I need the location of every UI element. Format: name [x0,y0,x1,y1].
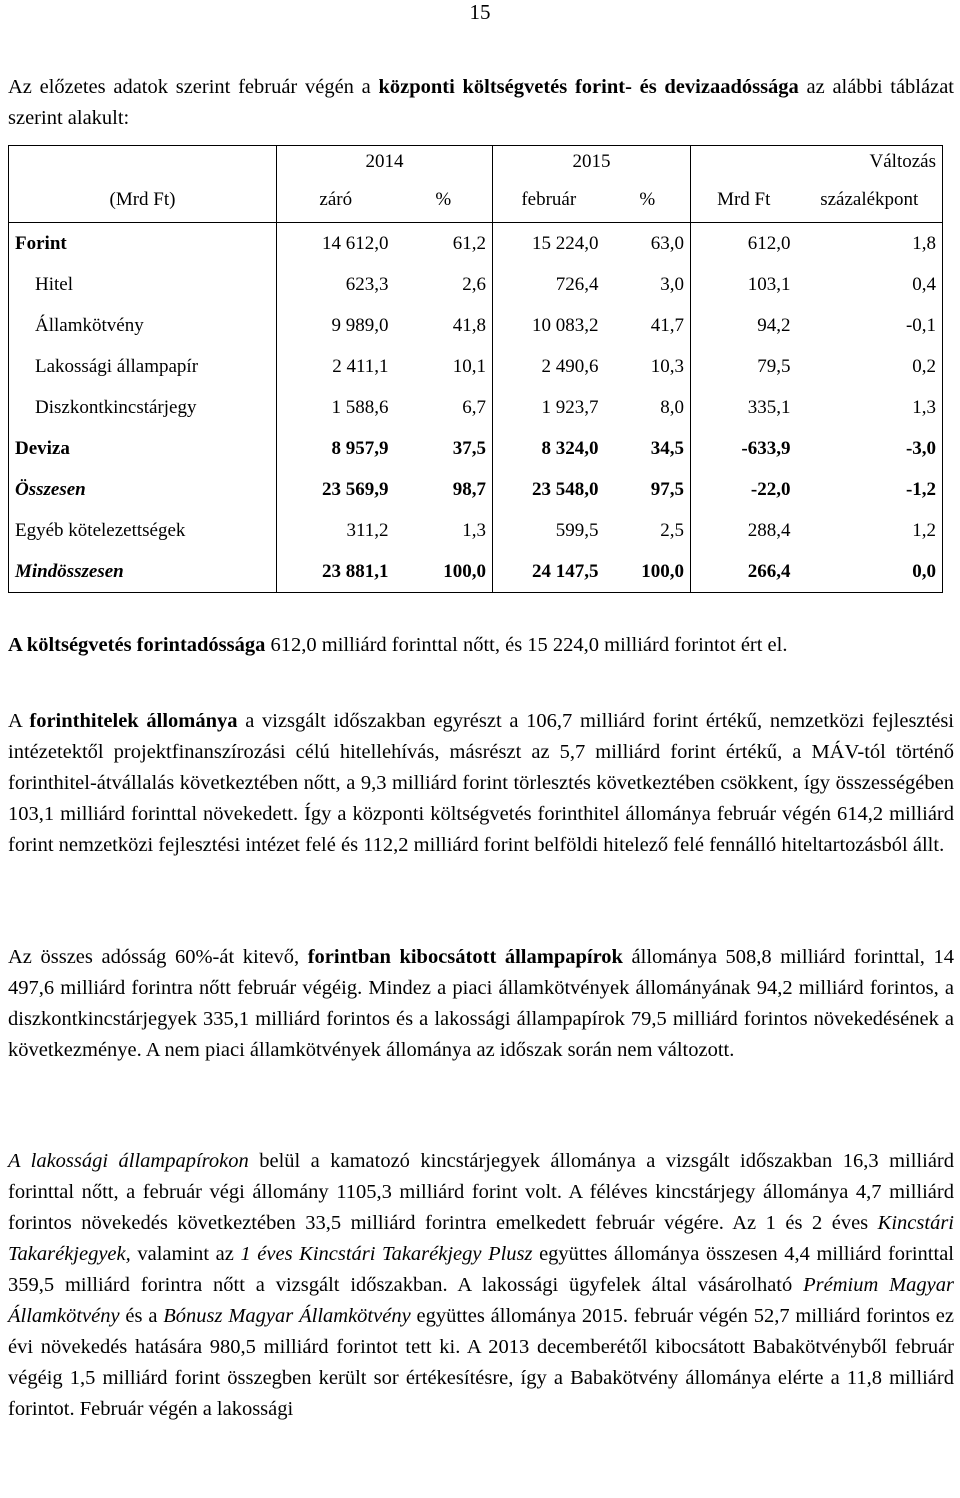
p3-bold: forintban kibocsátott állampapírok [307,946,623,968]
intro-bold: központi költségvetés forint- és devizaadóssága [378,76,799,98]
cell-value: 3,0 [660,273,684,295]
cell-value: 1,3 [462,519,486,541]
row-label: Forint [9,223,277,265]
cell-value: 623,3 [277,264,395,305]
row-label: Egyéb kötelezettségek [9,510,277,551]
cell-value: 612,0 [691,223,797,265]
header-februar: február [493,178,605,223]
cell-value: 1,8 [797,223,943,265]
p4-text-3: együttes állománya összesen 4,4 milliárd forinttal 359,5 milliárd forintra nőtt a vizsgált időszakban. A lakossági ügyfelek által vásárolható [8,1243,954,1296]
table-row [9,551,943,593]
debt-table [8,145,943,593]
header-pct-2014: % [395,178,493,223]
cell-value: 15 224,0 [493,223,605,265]
row-label: Deviza [9,428,277,469]
table-row [9,428,943,469]
p4-text-1: belül a kamatozó kincstárjegyek állománya a vizsgált időszakban 16,3 milliárd forinttal nőtt, a február végi állomány 1105,3 milliárd forint volt. A féléves kincstárjegy állománya 4,7 milliárd forintos növekedés következtében 33,5 milliárd forintra emelkedett február végére. Az 1 és 2 éves [8,1150,954,1234]
cell-value: 9 989,0 [277,305,395,346]
cell-value: 8,0 [660,396,684,418]
table-row [9,510,943,551]
p1-text: 612,0 milliárd forinttal nőtt, és 15 224,0 milliárd forintot ért el. [265,634,788,656]
p4-italic-2: Kincstári Takarékjegyek, [8,1212,954,1265]
header-szazalekpont: százalékpont [797,178,943,223]
cell-value: 14 612,0 [277,223,395,265]
cell-value: 0,2 [797,346,943,387]
cell-value: 311,2 [277,510,395,551]
table-header-years [9,146,943,179]
cell-value: 23 569,9 [277,469,395,510]
table-header-columns [9,178,943,223]
p2-pre: A [8,710,30,732]
p4-text-4: és a [119,1305,164,1327]
table-row [9,346,943,387]
cell-value: 103,1 [691,264,797,305]
cell-value: 2,6 [462,273,486,295]
row-label: Összesen [9,469,277,510]
cell-value: 23 548,0 [493,469,605,510]
cell-value: 0,4 [797,264,943,305]
cell-value: 100,0 [605,551,691,593]
p2-text: a vizsgált időszakban egyrészt a 106,7 milliárd forint értékű, nemzetközi fejlesztési intézetektől projektfinanszírozási célú hitellehívás, másrészt az 5,7 milliárd forint értékű, a MÁV-tól történő forinthitel-átvállalás következtében nőtt, a 9,3 milliárd forint törlesztés következtében csökkent, így összességében 103,1 milliárd forinttal növekedett. Így a központi költségvetés forinthitel állománya február végén 614,2 milliárd forint nemzetközi fejlesztési intézet felé és 112,2 milliárd forint belföldi hitelező felé fennálló hiteltartozásból állt. [8,710,954,856]
cell-value: 61,2 [452,232,486,254]
cell-value: -633,9 [691,428,797,469]
cell-value: 23 881,1 [277,551,395,593]
table-row [9,387,943,428]
cell-value: -3,0 [797,428,943,469]
cell-value: 63,0 [650,232,684,254]
cell-value: 98,7 [452,478,486,500]
p4-italic-4: Prémium Magyar Államkötvény [8,1274,954,1327]
cell-value: 1,3 [797,387,943,428]
cell-value: 97,5 [650,478,684,500]
intro-paragraph [8,72,954,134]
header-year-2014: 2014 [277,146,493,179]
cell-value: 726,4 [493,264,605,305]
cell-value: 10 083,2 [493,305,605,346]
table-row [9,305,943,346]
cell-value: 2,5 [660,519,684,541]
row-label: Diszkontkincstárjegy [9,387,277,428]
page-number: 15 [469,0,491,24]
row-label: Hitel [9,264,277,305]
header-mrdft: Mrd Ft [691,178,797,223]
intro-text-end: az alábbi táblázat szerint alakult: [8,76,954,129]
p4-text-2: valamint az [130,1243,241,1265]
paragraph-allampapirok [8,942,954,1066]
cell-value: 599,5 [493,510,605,551]
cell-value: 2 490,6 [493,346,605,387]
cell-value: 37,5 [452,437,486,459]
header-unit: (Mrd Ft) [9,178,277,223]
row-label: Lakossági állampapír [9,346,277,387]
row-label: Államkötvény [9,305,277,346]
cell-value: 41,8 [452,314,486,336]
cell-value: 34,5 [650,437,684,459]
cell-value: -1,2 [797,469,943,510]
paragraph-forintadossag [8,630,954,661]
p3-pre: Az összes adósság 60%-át kitevő, [8,946,308,968]
cell-value: 8 324,0 [493,428,605,469]
cell-value: 1 588,6 [277,387,395,428]
paragraph-lakossagi [8,1146,954,1425]
cell-value: -22,0 [691,469,797,510]
table-row [9,223,943,265]
cell-value: 41,7 [650,314,684,336]
table-row [9,469,943,510]
p2-bold: forinthitelek állománya [29,710,238,732]
paragraph-forinthitelek [8,706,954,861]
cell-value: 6,7 [462,396,486,418]
header-zaro: záró [277,178,395,223]
row-label: Mindösszesen [9,551,277,593]
cell-value: 10,3 [650,355,684,377]
p4-text-5: együttes állománya 2015. február végén 52,7 milliárd forintos ez évi növekedés hatására 980,5 milliárd forintot tett ki. A 2013 decemberétől kibocsátott Babakötvényből február végéig 1,5 milliárd forint összegben került sor értékesítésre, így a Babakötvény állománya elérte a 11,8 milliárd forintot. Február végén a lakossági [8,1305,954,1420]
cell-value: 2 411,1 [277,346,395,387]
header-pct-2015: % [605,178,691,223]
p3-text: állománya 508,8 milliárd forinttal, 14 497,6 milliárd forintra nőtt február végéig. Mindez a piaci államkötvények állományának 94,2 milliárd forintos, a diszkontkincstárjegyek 335,1 milliárd forintos és a lakossági állampapírok 79,5 milliárd forintos növekedésének a következménye. A nem piaci államkötvények állománya az időszak során nem változott. [8,946,954,1061]
cell-value: -0,1 [797,305,943,346]
cell-value: 288,4 [691,510,797,551]
intro-text: Az előzetes adatok szerint február végén a [8,76,379,98]
cell-value: 266,4 [691,551,797,593]
cell-value: 335,1 [691,387,797,428]
cell-value: 0,0 [797,551,943,593]
cell-value: 24 147,5 [493,551,605,593]
cell-value: 10,1 [452,355,486,377]
p4-italic-3: 1 éves Kincstári Takarékjegy Plusz [240,1243,533,1265]
cell-value: 8 957,9 [277,428,395,469]
p4-italic-5: Bónusz Magyar Államkötvény [163,1305,411,1327]
header-change: Változás [691,146,943,179]
cell-value: 1 923,7 [493,387,605,428]
cell-value: 94,2 [691,305,797,346]
table-row [9,264,943,305]
cell-value: 1,2 [797,510,943,551]
header-year-2015: 2015 [493,146,691,179]
cell-value: 100,0 [395,551,493,593]
p1-bold: A költségvetés forintadóssága [8,634,266,656]
cell-value: 79,5 [691,346,797,387]
p4-italic-1: A lakossági állampapírokon [8,1150,249,1172]
